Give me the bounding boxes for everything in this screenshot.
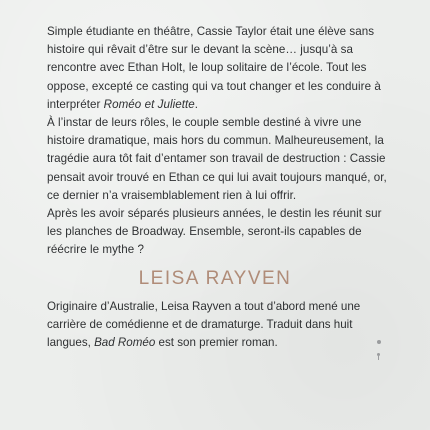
print-mark-glyph bbox=[377, 353, 380, 356]
book-title: Bad Roméo bbox=[94, 336, 156, 350]
author-name-heading: LEISA RAYVEN bbox=[138, 268, 292, 289]
blurb-paragraph-2: À l’instar de leurs rôles, le couple semble destiné à vivre une histoire dramatique, mais hors du commun. Malheureusement, la tragédie aura tôt fait d’entamer son travail de destruction : Cassie pensait avoir trouvé en Ethan ce qui lui avait toujours manqué, or, ce dernier n’a vraisemblablement rien à lui offrir. bbox=[47, 116, 387, 202]
author-bio bbox=[47, 298, 392, 353]
blurb-paragraph-1-end: . bbox=[194, 97, 199, 111]
print-mark-dot bbox=[377, 340, 381, 344]
author-bio-end: est son premier roman. bbox=[155, 336, 278, 350]
blurb-paragraph-3: Après les avoir séparés plusieurs années, le destin les réunit sur les planches de Broadway. Ensemble, seront-ils capables de réécrire le mythe ? bbox=[47, 207, 382, 257]
blurb bbox=[47, 23, 392, 260]
author-bio-text: Originaire d’Australie, Leisa Rayven a tout d’abord mené une carrière de comédienne et de dramaturge. Traduit dans huit langues, bbox=[47, 300, 361, 350]
play-title: Roméo et Juliette bbox=[103, 97, 195, 111]
blurb-paragraph-1 bbox=[47, 23, 392, 114]
author-bio-paragraph bbox=[47, 298, 392, 353]
blurb-paragraph-1-text: Simple étudiante en théâtre, Cassie Taylor était une élève sans histoire qui rêvait d’être sur le devant la scène… jusqu’à sa rencontre avec Ethan Holt, le loup solitaire de l’école. Tout les oppose, excepté ce casting qui va tout changer et les conduire à interpréter bbox=[47, 25, 381, 111]
